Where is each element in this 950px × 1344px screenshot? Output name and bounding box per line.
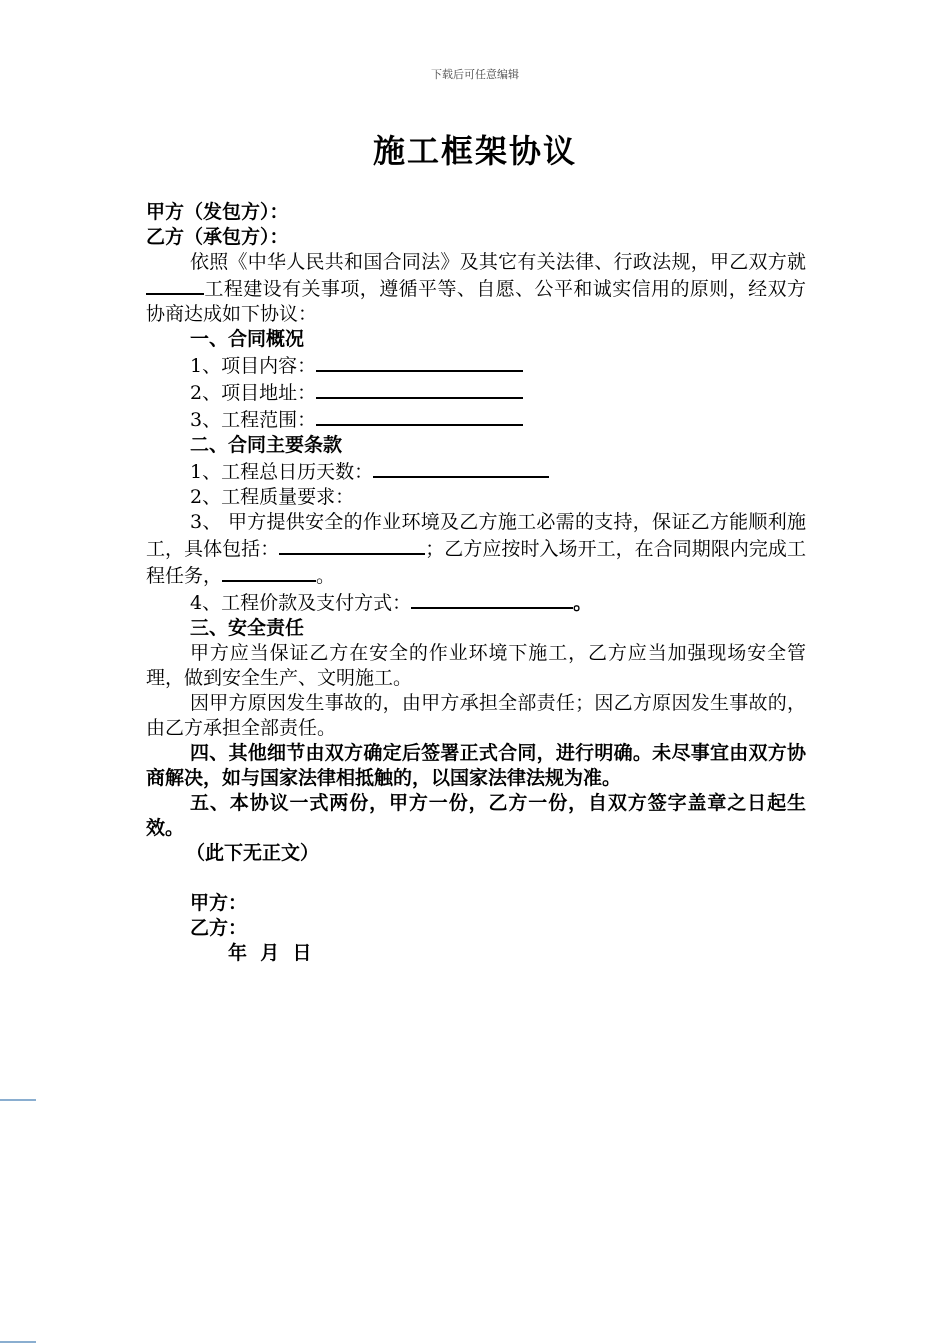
intro-text-1: 依照《中华人民共和国合同法》及其它有关法律、行政法规，甲乙双方就: [190, 251, 806, 273]
section1-heading: 一、合同概况: [190, 328, 305, 350]
section2-item3: [146, 510, 806, 589]
item-text: 3、 甲方提供安全的作业环境及乙方施工必需的支持，保证乙方能顺利施工，具体包括：: [146, 511, 806, 560]
document-title: 施工框架协议: [372, 132, 577, 170]
item-label: 1、项目内容：: [190, 355, 317, 377]
section1-item2: [146, 379, 806, 406]
sign-party-a: 甲方：: [190, 892, 248, 914]
spacer: [146, 866, 806, 891]
item-label: 2、项目地址：: [190, 382, 317, 404]
project-address-blank: [316, 379, 523, 399]
section3-heading: 三、安全责任: [190, 617, 305, 639]
section2-heading: 二、合同主要条款: [190, 434, 343, 456]
sign-party-b: 乙方：: [190, 917, 248, 939]
page-edge-mark: [0, 1099, 36, 1101]
page-edge-mark: [0, 1341, 36, 1343]
section1-item3: [146, 406, 806, 433]
section1-item1: [146, 352, 806, 379]
item-text: ；乙方应按时入场开工，在合同期限内完成工程任务，: [146, 538, 806, 587]
section3-paragraph-2: 因甲方原因发生事故的，由甲方承担全部责任；因乙方原因发生事故的，由乙方承担全部责任。: [146, 692, 806, 739]
project-scope-blank: [316, 406, 523, 426]
sign-date: 年 月 日: [228, 942, 312, 964]
payment-blank: [411, 589, 573, 609]
project-name-blank: [146, 275, 204, 295]
support-details-blank: [279, 535, 425, 555]
party-b-label: 乙方（承包方）：: [146, 226, 289, 248]
task-blank: [222, 562, 316, 582]
document-body: [146, 200, 806, 966]
end-note: （此下无正文）: [186, 842, 320, 864]
item-label: 3、工程范围：: [190, 409, 317, 431]
intro-text-2: 工程建设有关事项，遵循平等、自愿、公平和诚实信用的原则，经双方协商达成如下协议：: [146, 278, 806, 325]
party-a-label: 甲方（发包方）：: [146, 201, 289, 223]
section2-item2: 2、工程质量要求：: [190, 486, 355, 508]
item-label: 4、工程价款及支付方式：: [190, 592, 412, 614]
header-note: 下载后可任意编辑: [431, 68, 519, 81]
item-text: 。: [573, 592, 593, 614]
item-label: 1、工程总日历天数：: [190, 461, 374, 483]
section4-paragraph: 四、其他细节由双方确定后签署正式合同，进行明确。未尽事宜由双方协商解决，如与国家法律相抵触的，以国家法律法规为准。: [146, 742, 806, 789]
section5-paragraph: 五、本协议一式两份，甲方一份，乙方一份，自双方签字盖章之日起生效。: [146, 792, 806, 839]
intro-paragraph: [146, 250, 806, 327]
section3-paragraph-1: 甲方应当保证乙方在安全的作业环境下施工，乙方应当加强现场安全管理，做到安全生产、文明施工。: [146, 642, 806, 689]
total-days-blank: [373, 458, 549, 478]
item-text: 。: [316, 565, 336, 587]
project-content-blank: [316, 352, 523, 372]
section2-item1: [146, 458, 806, 485]
section2-item4: [146, 589, 806, 616]
